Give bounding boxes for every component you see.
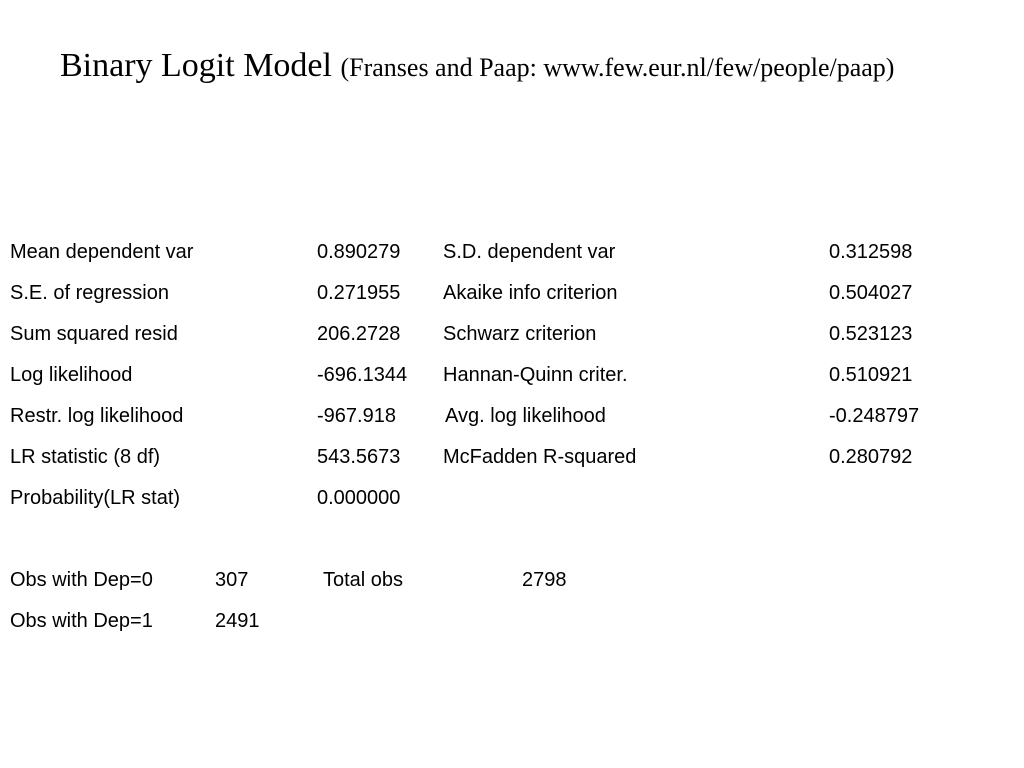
total-obs-value: 2798 <box>522 569 567 591</box>
stat-label: Hannan-Quinn criter. <box>443 364 628 386</box>
stat-value: 0.312598 <box>829 241 913 263</box>
stat-value: 543.5673 <box>317 446 401 468</box>
stat-value: 0.510921 <box>829 364 913 386</box>
stat-label: LR statistic (8 df) <box>10 446 161 468</box>
stat-value: -967.918 <box>317 405 396 427</box>
stat-label: Sum squared resid <box>10 323 178 345</box>
stat-label: Log likelihood <box>10 364 133 386</box>
total-obs-label: Total obs <box>323 569 404 591</box>
obs-dep1-label: Obs with Dep=1 <box>10 610 153 632</box>
stat-value: 0.271955 <box>317 282 401 304</box>
stat-value: 0.280792 <box>829 446 913 468</box>
obs-dep0-label: Obs with Dep=0 <box>10 569 153 591</box>
stat-value: -696.1344 <box>317 364 408 386</box>
stat-value: 0.000000 <box>317 487 401 509</box>
stat-label: Probability(LR stat) <box>10 487 181 509</box>
stat-label: Schwarz criterion <box>443 323 597 345</box>
stat-value: -0.248797 <box>829 405 920 427</box>
stat-value: 0.504027 <box>829 282 913 304</box>
stat-label: S.E. of regression <box>10 282 169 304</box>
stat-value: 206.2728 <box>317 323 401 345</box>
stat-label: Akaike info criterion <box>443 282 618 304</box>
obs-dep1-value: 2491 <box>215 610 260 632</box>
stat-label: McFadden R-squared <box>443 446 637 468</box>
title-subtitle: (Franses and Paap: www.few.eur.nl/few/people/paap) <box>340 53 895 82</box>
stat-label: S.D. dependent var <box>443 241 616 263</box>
stat-label: Avg. log likelihood <box>445 405 606 427</box>
obs-dep0-value: 307 <box>215 569 249 591</box>
title-main: Binary Logit Model <box>60 47 332 84</box>
stat-value: 0.523123 <box>829 323 913 345</box>
stat-label: Mean dependent var <box>10 241 194 263</box>
stat-label: Restr. log likelihood <box>10 405 184 427</box>
stat-value: 0.890279 <box>317 241 401 263</box>
